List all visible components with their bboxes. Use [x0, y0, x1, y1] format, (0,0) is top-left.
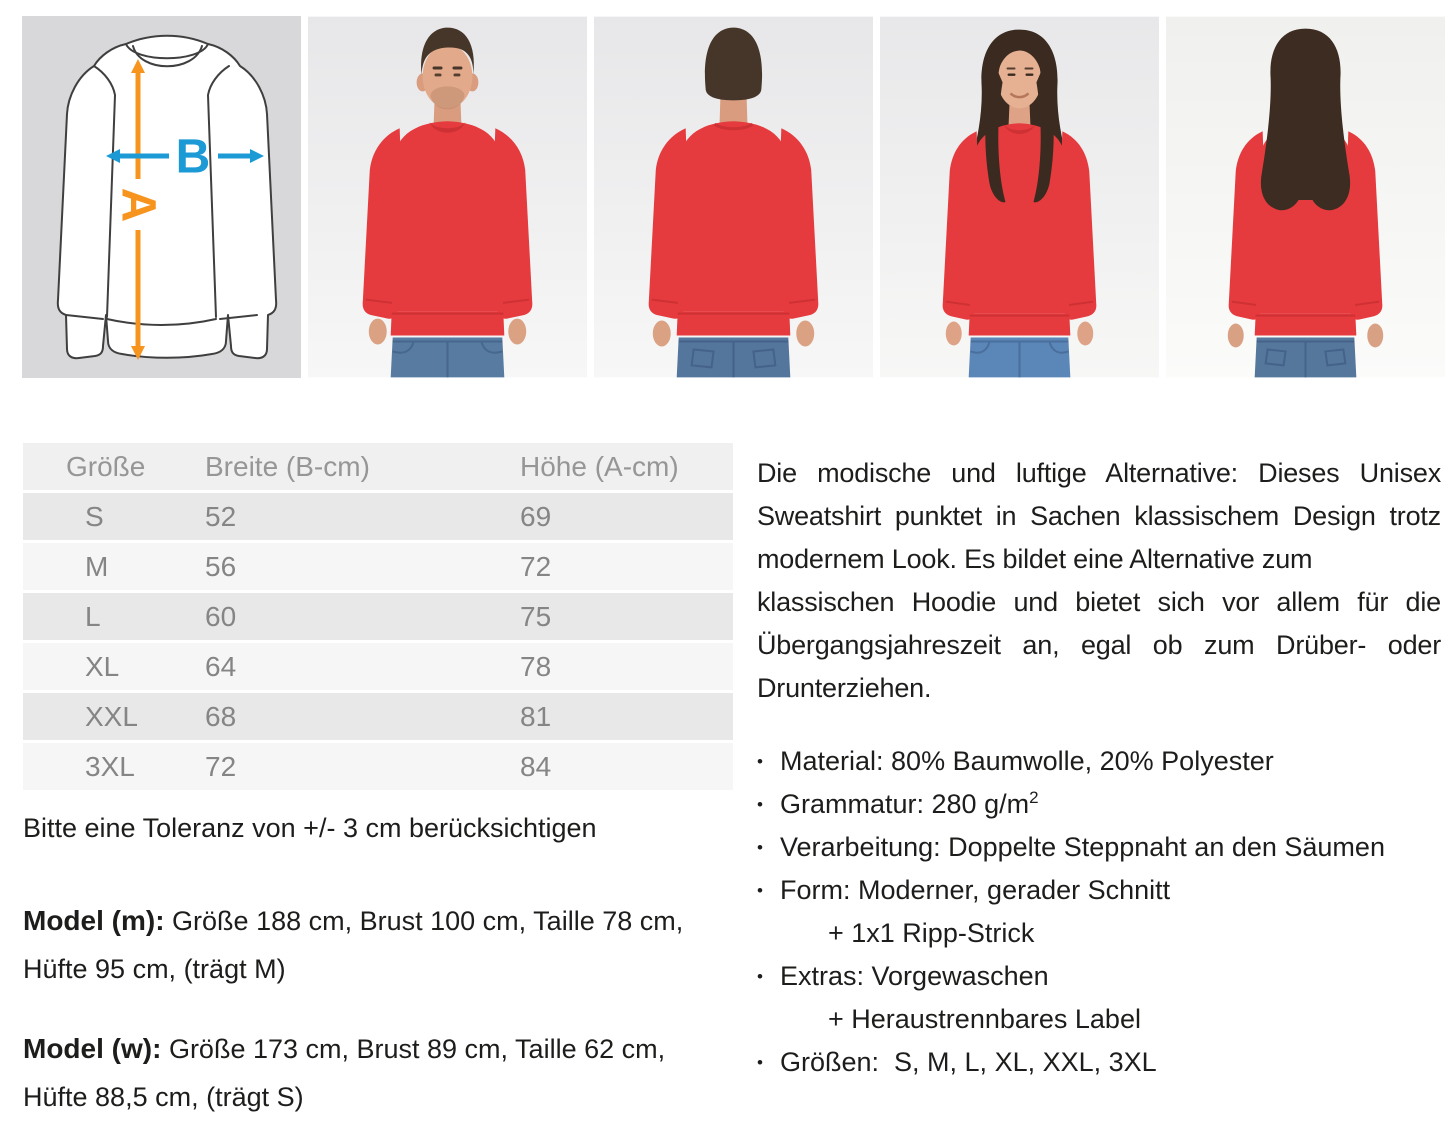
bullet-dot: • — [757, 795, 763, 814]
female-front-photo — [880, 16, 1159, 378]
male-front-photo — [308, 16, 587, 378]
description-part1: Die modische und luftige Alternative: Dieses Unisex Sweatshirt punktet in Sachen klassischem Design trotz modernem Look. Es bildet eine Alternative zum — [757, 458, 1441, 574]
model-w-label: Model (w): — [23, 1033, 162, 1064]
cell-height: 84 — [520, 750, 552, 782]
height-label: A — [111, 187, 165, 223]
cell-size: S — [85, 500, 104, 532]
feature-item — [757, 1041, 1441, 1084]
cell-height: 72 — [520, 550, 552, 582]
gallery-image-size-diagram — [22, 16, 301, 378]
product-description — [757, 452, 1441, 710]
male-back-photo — [594, 16, 873, 378]
cell-size: 3XL — [85, 750, 135, 782]
bullet-dot: • — [757, 967, 763, 986]
superscript: 2 — [1029, 788, 1039, 807]
column-header-width: Breite (B-cm) — [205, 450, 370, 482]
female-back-photo — [1166, 16, 1445, 378]
cell-width: 72 — [205, 750, 237, 782]
gallery-image-female-back — [1166, 16, 1445, 378]
size-diagram-graphic — [22, 16, 301, 378]
bullet-dot: • — [757, 1053, 763, 1072]
column-header-height: Höhe (A-cm) — [520, 450, 679, 482]
feature-item — [757, 955, 1441, 998]
cell-size: M — [85, 550, 109, 582]
feature-list — [757, 740, 1441, 1084]
cell-height: 75 — [520, 600, 552, 632]
cell-width: 56 — [205, 550, 237, 582]
bullet-dot: • — [757, 838, 763, 857]
gallery-image-male-back — [594, 16, 873, 378]
size-table-body — [23, 493, 733, 790]
feature-text: Material: 80% Baumwolle, 20% Polyester — [780, 746, 1274, 776]
cell-size: L — [85, 600, 101, 632]
feature-text: + 1x1 Ripp-Strick — [828, 918, 1035, 948]
cell-height: 78 — [520, 650, 552, 682]
cell-width: 68 — [205, 700, 237, 732]
cell-width: 60 — [205, 600, 237, 632]
feature-item — [757, 869, 1441, 912]
feature-item — [757, 740, 1441, 783]
model-m-label: Model (m): — [23, 905, 165, 936]
feature-item — [757, 912, 1441, 955]
jeans — [677, 337, 791, 377]
description-part2: klassischen Hoodie und bietet sich vor allem für die Übergangsjahreszeit an, egal ob zum Drüber- oder Drunterziehen. — [757, 587, 1441, 703]
cell-size: XL — [85, 650, 120, 682]
cell-height: 69 — [520, 500, 552, 532]
feature-text: Größen: S, M, L, XL, XXL, 3XL — [780, 1047, 1157, 1077]
gallery-image-male-front — [308, 16, 587, 378]
model-w-info — [23, 1025, 725, 1121]
table-row — [23, 493, 733, 540]
feature-text: Form: Moderner, gerader Schnitt — [780, 875, 1171, 905]
table-row — [23, 543, 733, 590]
cell-size: XXL — [85, 700, 138, 732]
feature-item — [757, 998, 1441, 1041]
gallery-image-female-front — [880, 16, 1159, 378]
feature-text: Extras: Vorgewaschen — [780, 961, 1049, 991]
tolerance-note: Bitte eine Toleranz von +/- 3 cm berücksichtigen — [23, 813, 597, 843]
model-m-details: Größe 188 cm, Brust 100 cm, Taille 78 cm, Hüfte 95 cm, (trägt M) — [23, 906, 684, 984]
cell-width: 64 — [205, 650, 237, 682]
jeans — [1255, 337, 1357, 377]
bullet-dot: • — [757, 752, 763, 771]
jeans — [391, 337, 505, 377]
table-row — [23, 593, 733, 640]
table-row — [23, 693, 733, 740]
jeans — [969, 337, 1071, 377]
feature-item — [757, 826, 1441, 869]
width-label: B — [175, 130, 211, 184]
bullet-dot: • — [757, 881, 763, 900]
cell-height: 81 — [520, 700, 552, 732]
model-m-info — [23, 897, 725, 993]
product-gallery — [22, 16, 1445, 378]
description-column — [757, 452, 1441, 1084]
model-w-details: Größe 173 cm, Brust 89 cm, Taille 62 cm, Hüfte 88,5 cm, (trägt S) — [23, 1034, 666, 1112]
table-row — [23, 743, 733, 790]
size-table-header-row — [23, 443, 733, 490]
hair — [1261, 29, 1350, 211]
size-table — [23, 443, 733, 790]
column-header-size: Größe — [66, 450, 146, 482]
feature-text: Verarbeitung: Doppelte Steppnaht an den Säumen — [780, 832, 1385, 862]
size-info-column — [23, 443, 735, 1121]
table-row — [23, 643, 733, 690]
sweatshirt-outline — [58, 36, 276, 358]
feature-text: + Heraustrennbares Label — [828, 1004, 1141, 1034]
cell-width: 52 — [205, 500, 237, 532]
feature-text: Grammatur: 280 $g/m^2$ — [780, 788, 1039, 819]
feature-item — [757, 783, 1441, 826]
hair — [705, 28, 762, 101]
